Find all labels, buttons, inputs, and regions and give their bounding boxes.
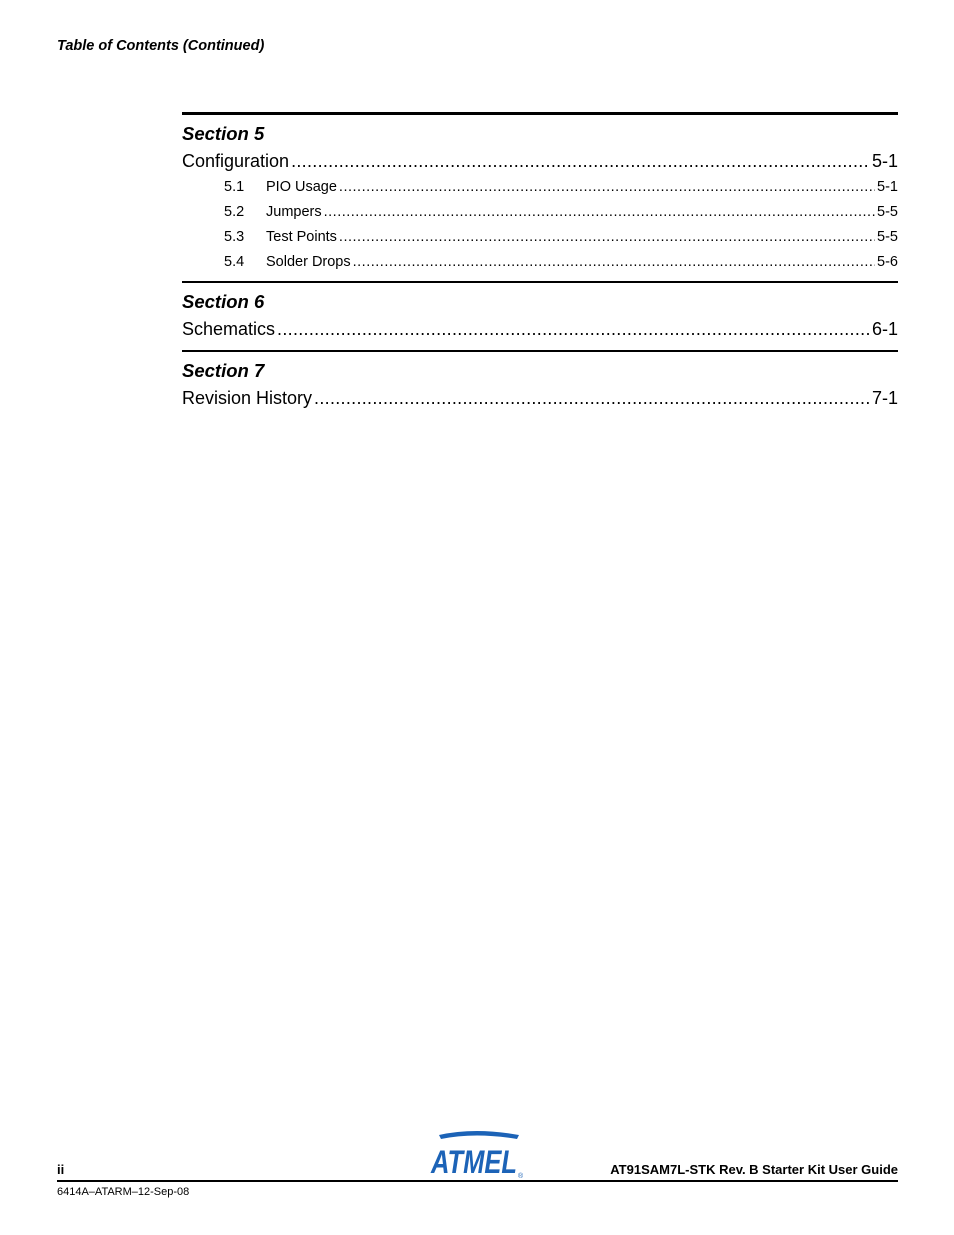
toc-subentry-number: 5.1 [224, 179, 245, 195]
dot-leader [291, 147, 870, 175]
section-title: Section 7 [182, 360, 265, 381]
section-rule [182, 112, 898, 115]
toc-section-5 [182, 112, 898, 275]
dot-leader [339, 175, 875, 200]
toc-entry-title: Schematics [182, 319, 276, 339]
toc-subentry-page: 5-5 [877, 229, 898, 245]
toc-entry-title: Configuration [182, 151, 290, 171]
dot-leader [314, 384, 870, 412]
footer-doc-title: AT91SAM7L-STK Rev. B Starter Kit User Guide [610, 1162, 898, 1177]
toc-subentry-number: 5.3 [224, 229, 245, 245]
footer-rule [57, 1180, 898, 1182]
toc-subentry-page: 5-1 [877, 179, 898, 195]
section-rule [182, 281, 898, 283]
toc-subentry-solder-drops[interactable] [182, 250, 898, 275]
toc-entry-revision-history[interactable] [182, 384, 898, 412]
toc-section-7 [182, 350, 898, 412]
toc-subentry-title: Jumpers [266, 204, 322, 220]
section-title: Section 5 [182, 123, 265, 144]
toc-subentry-number: 5.4 [224, 254, 245, 270]
toc-subentry-pio-usage[interactable] [182, 175, 898, 200]
toc-subentry-jumpers[interactable] [182, 200, 898, 225]
toc-subentry-page: 5-5 [877, 204, 898, 220]
logo-wordmark: ATMEL [430, 1144, 517, 1179]
toc-entry-page: 5-1 [871, 151, 898, 171]
toc-subentry-test-points[interactable] [182, 225, 898, 250]
section-rule [182, 350, 898, 352]
dot-leader [324, 200, 875, 225]
dot-leader [277, 315, 870, 343]
footer-page-number: ii [57, 1162, 65, 1177]
dot-leader [339, 225, 875, 250]
running-header: Table of Contents (Continued) [57, 38, 265, 54]
dot-leader [353, 250, 875, 275]
toc-section-6 [182, 281, 898, 343]
toc-subentry-title: PIO Usage [266, 179, 337, 195]
toc-entry-page: 6-1 [871, 319, 898, 339]
toc-entry-configuration[interactable] [182, 147, 898, 175]
toc-entry-schematics[interactable] [182, 315, 898, 343]
toc-entry-page: 7-1 [871, 388, 898, 408]
toc-entry-title: Revision History [182, 388, 313, 408]
svg-text:®: ® [518, 1173, 523, 1179]
footer-doc-code: 6414A–ATARM–12-Sep-08 [57, 1186, 190, 1198]
atmel-logo [425, 1131, 523, 1179]
toc-subentry-number: 5.2 [224, 204, 245, 220]
section-title: Section 6 [182, 291, 265, 312]
toc-subentry-title: Solder Drops [266, 254, 351, 270]
toc-subentry-title: Test Points [266, 229, 337, 245]
toc-subentry-page: 5-6 [877, 254, 898, 270]
